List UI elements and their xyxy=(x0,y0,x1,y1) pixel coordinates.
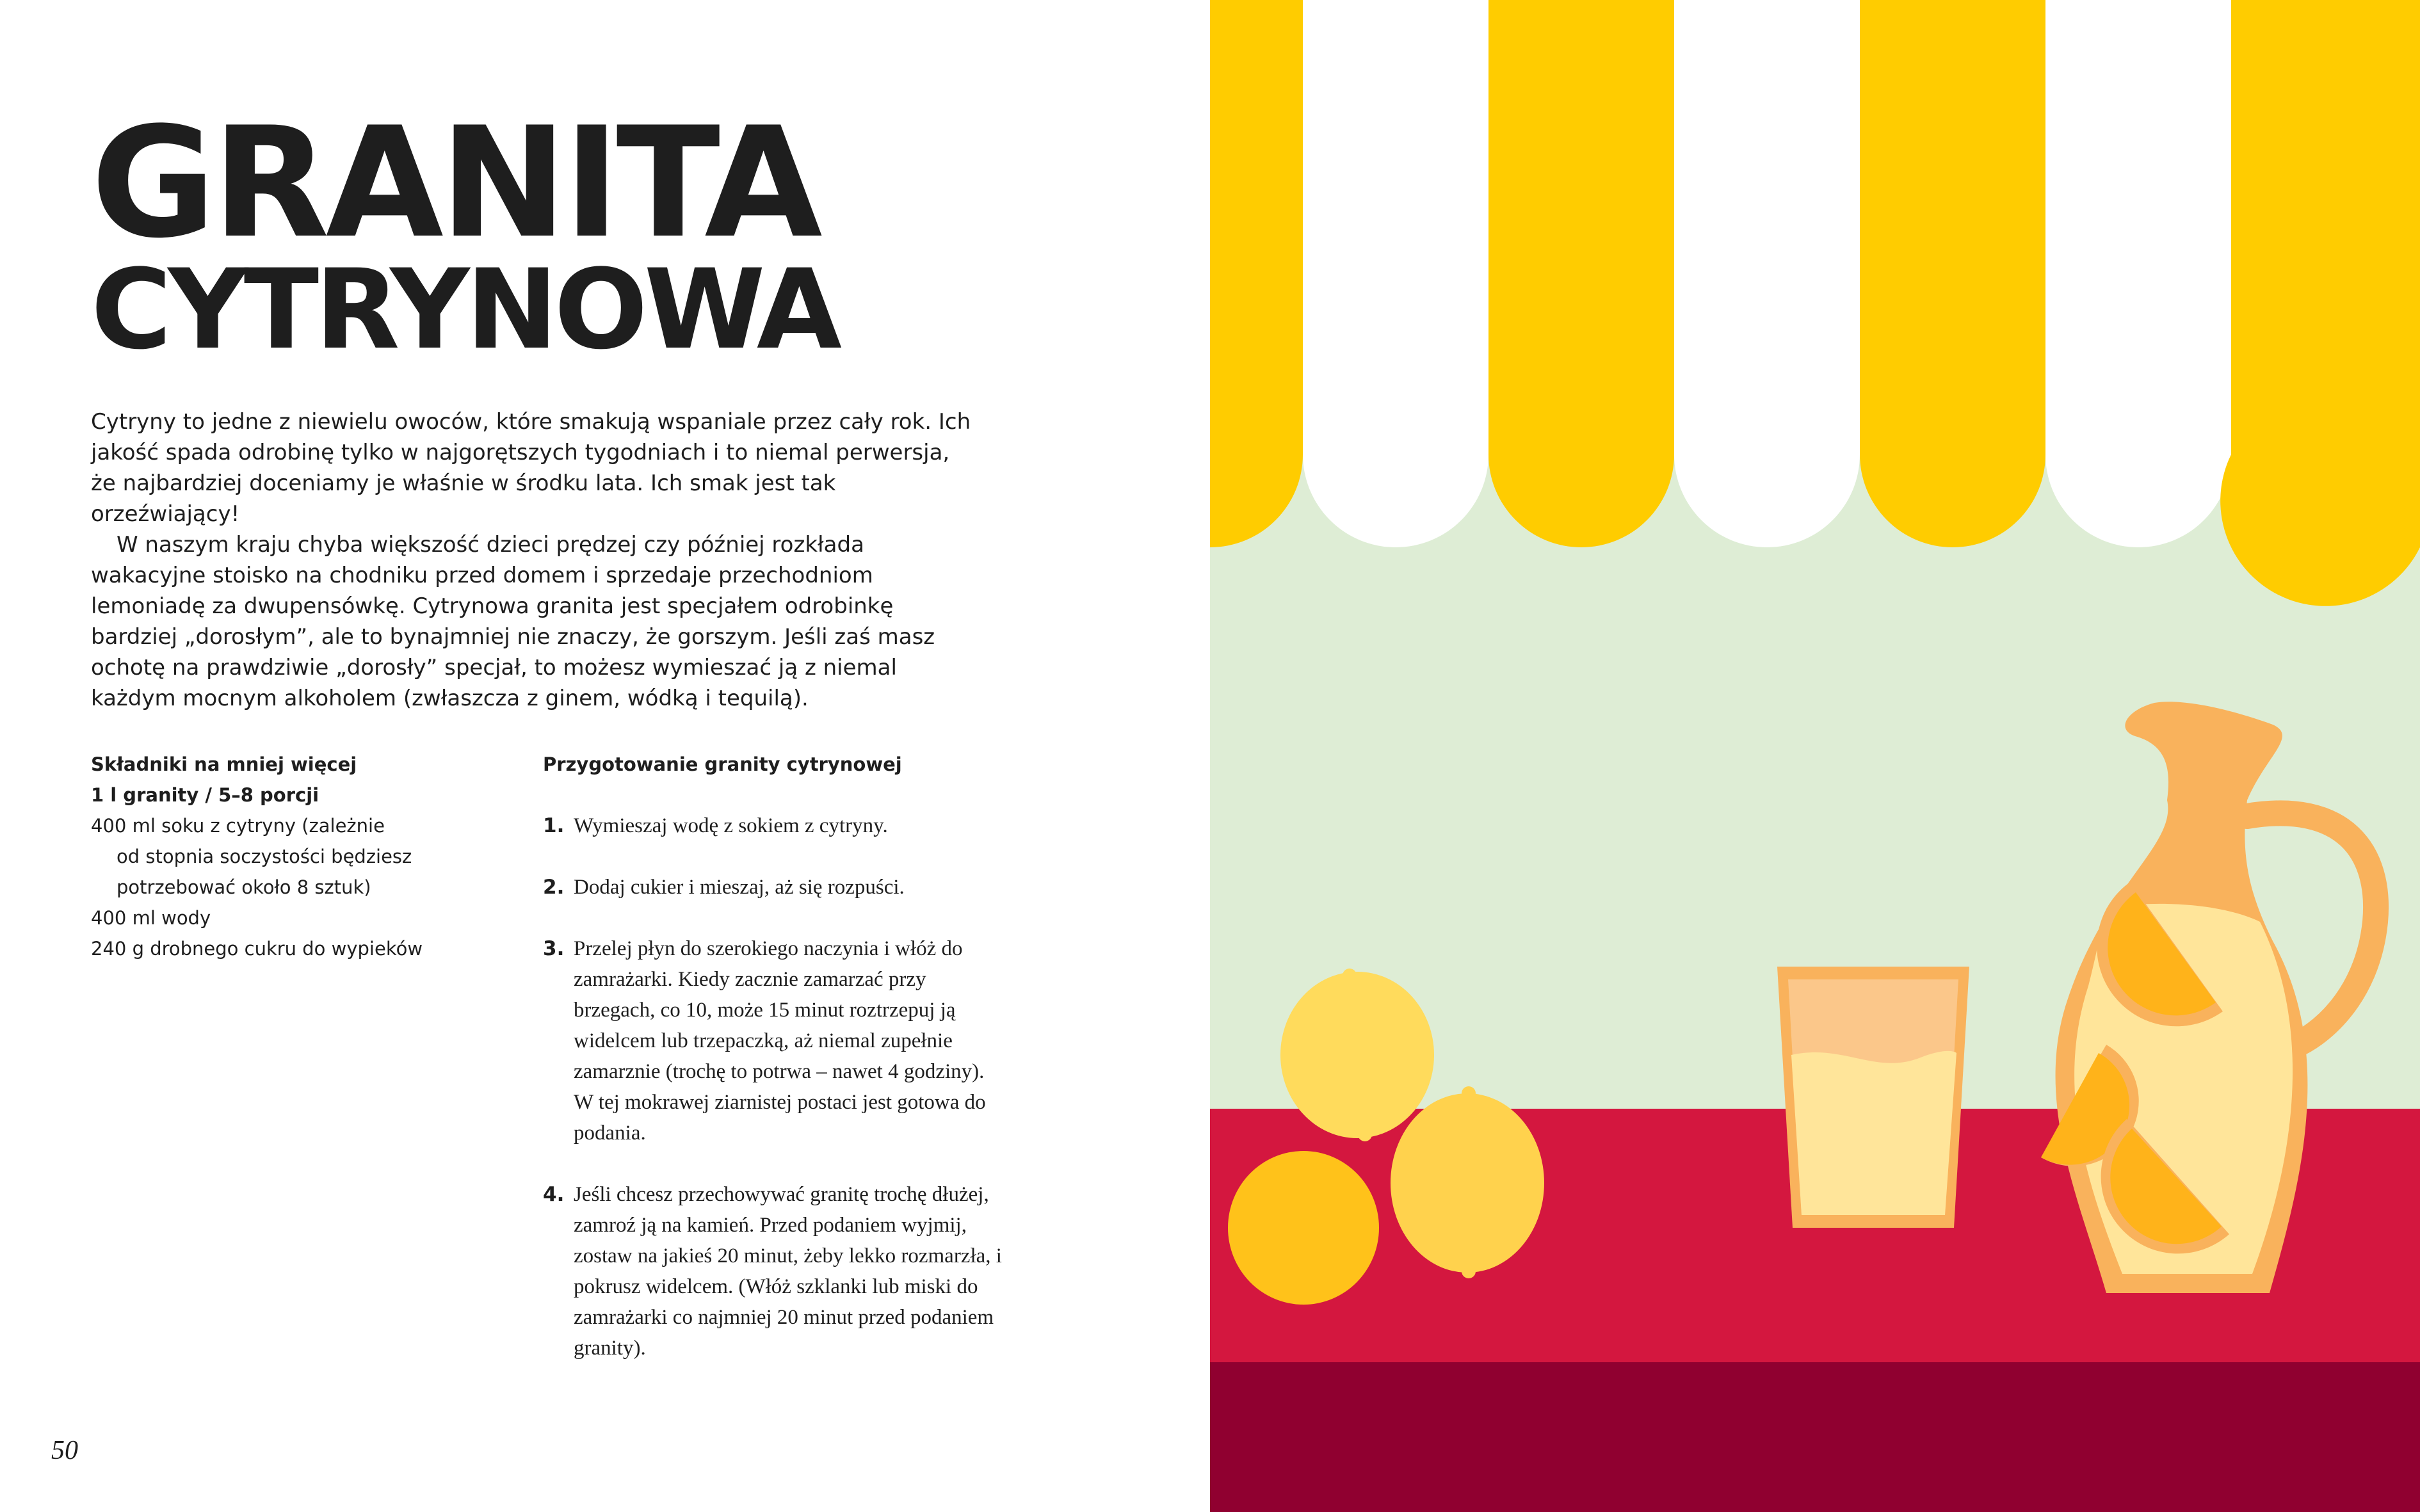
ingredients-heading: Składniki na mniej więcej xyxy=(91,753,357,775)
awning-stripe-white xyxy=(1303,0,1488,547)
ingredients-section xyxy=(91,749,501,964)
lemonade-stand-illustration xyxy=(1210,0,2420,1512)
awning-stripe-yellow xyxy=(1860,0,2045,547)
ingredient-item: 400 ml wody xyxy=(91,907,211,929)
glass-icon xyxy=(1777,967,1969,1228)
lemon-icon xyxy=(1391,1093,1544,1273)
awning-stripe-yellow xyxy=(1210,0,1303,547)
page-title-line2: CYTRYNOWA xyxy=(91,245,838,374)
ingredient-item: 400 ml soku z cytryny (zależnie xyxy=(91,815,385,837)
step-number: 3. xyxy=(543,937,565,960)
step-text: Wymieszaj wodę z sokiem z cytryny. xyxy=(574,814,888,837)
awning-stripe-white xyxy=(1674,0,1860,547)
awning-stripe-yellow xyxy=(2220,0,2420,606)
awning xyxy=(1210,0,2420,606)
preparation-section xyxy=(543,749,1004,1363)
step-text: Jeśli chcesz przechowywać granitę trochę dłużej, zamroź ją na kamień. Przed podaniem wyjmij, zostaw na jakieś 20 minut, żeby lekko rozmarzła, i pokrusz widelcem. (Włóż szklanki lub miski do zamrażarki co najmniej 20 minut przed podaniem granity). xyxy=(574,1183,1002,1360)
ingredient-item-continued: od stopnia soczystości będziesz xyxy=(117,846,412,867)
step-number: 1. xyxy=(543,814,565,837)
step-number: 2. xyxy=(543,876,565,899)
ingredient-item-continued: potrzebować około 8 sztuk) xyxy=(117,876,371,898)
intro-text xyxy=(91,406,974,714)
lemon-icon xyxy=(1280,972,1434,1138)
intro-paragraph-1: Cytryny to jedne z niewielu owoców, które smakują wspaniale przez cały rok. Ich jakość spada odrobinę tylko w najgorętszych tygodniach i to niemal perwersja, że najbardziej doceniamy je właśnie w środku lata. Ich smak jest tak orzeźwiający! xyxy=(91,409,971,527)
ingredients-yield: 1 l granity / 5–8 porcji xyxy=(91,784,319,806)
lemon-icon xyxy=(1228,1151,1379,1305)
step-number: 4. xyxy=(543,1183,565,1206)
page-title-line1: GRANITA xyxy=(91,95,819,272)
awning-stripe-white xyxy=(2045,0,2231,547)
preparation-step-2 xyxy=(543,872,1004,903)
preparation-step-4 xyxy=(543,1179,1004,1363)
intro-paragraph-2: W naszym kraju chyba większość dzieci prędzej czy później rozkłada wakacyjne stoisko na chodniku przed domem i sprzedaje przechodniom lemoniadę za dwupensówkę. Cytrynowa granita jest specjałem odrobinkę bardziej „dorosłym”, ale to bynajmniej nie znaczy, że gorszym. Jeśli zaś masz ochotę na prawdziwie „dorosły” specjał, to możesz wymieszać ją z niemal każdym mocnym alkoholem (zwłaszcza z ginem, wódką i tequilą). xyxy=(91,532,935,711)
preparation-step-1 xyxy=(543,810,1004,841)
step-text: Dodaj cukier i mieszaj, aż się rozpuści. xyxy=(574,876,905,899)
ingredient-item: 240 g drobnego cukru do wypieków xyxy=(91,938,423,960)
awning-stripe-yellow xyxy=(1488,0,1674,547)
illustration-canvas xyxy=(1210,0,2420,1512)
preparation-step-3 xyxy=(543,933,1004,1148)
page-number: 50 xyxy=(51,1436,78,1465)
table-front xyxy=(1210,1362,2420,1512)
step-text: Przelej płyn do szerokiego naczynia i włóż do zamrażarki. Kiedy zacznie zamarzać przy brzegach, co 10, może 15 minut roztrzepuj ją widelcem lub trzepaczką, aż niemal zupełnie zamarznie (trochę to potrwa – nawet 4 godziny). W tej mokrawej ziarnistej postaci jest gotowa do podania. xyxy=(574,937,986,1145)
preparation-heading: Przygotowanie granity cytrynowej xyxy=(543,753,902,775)
